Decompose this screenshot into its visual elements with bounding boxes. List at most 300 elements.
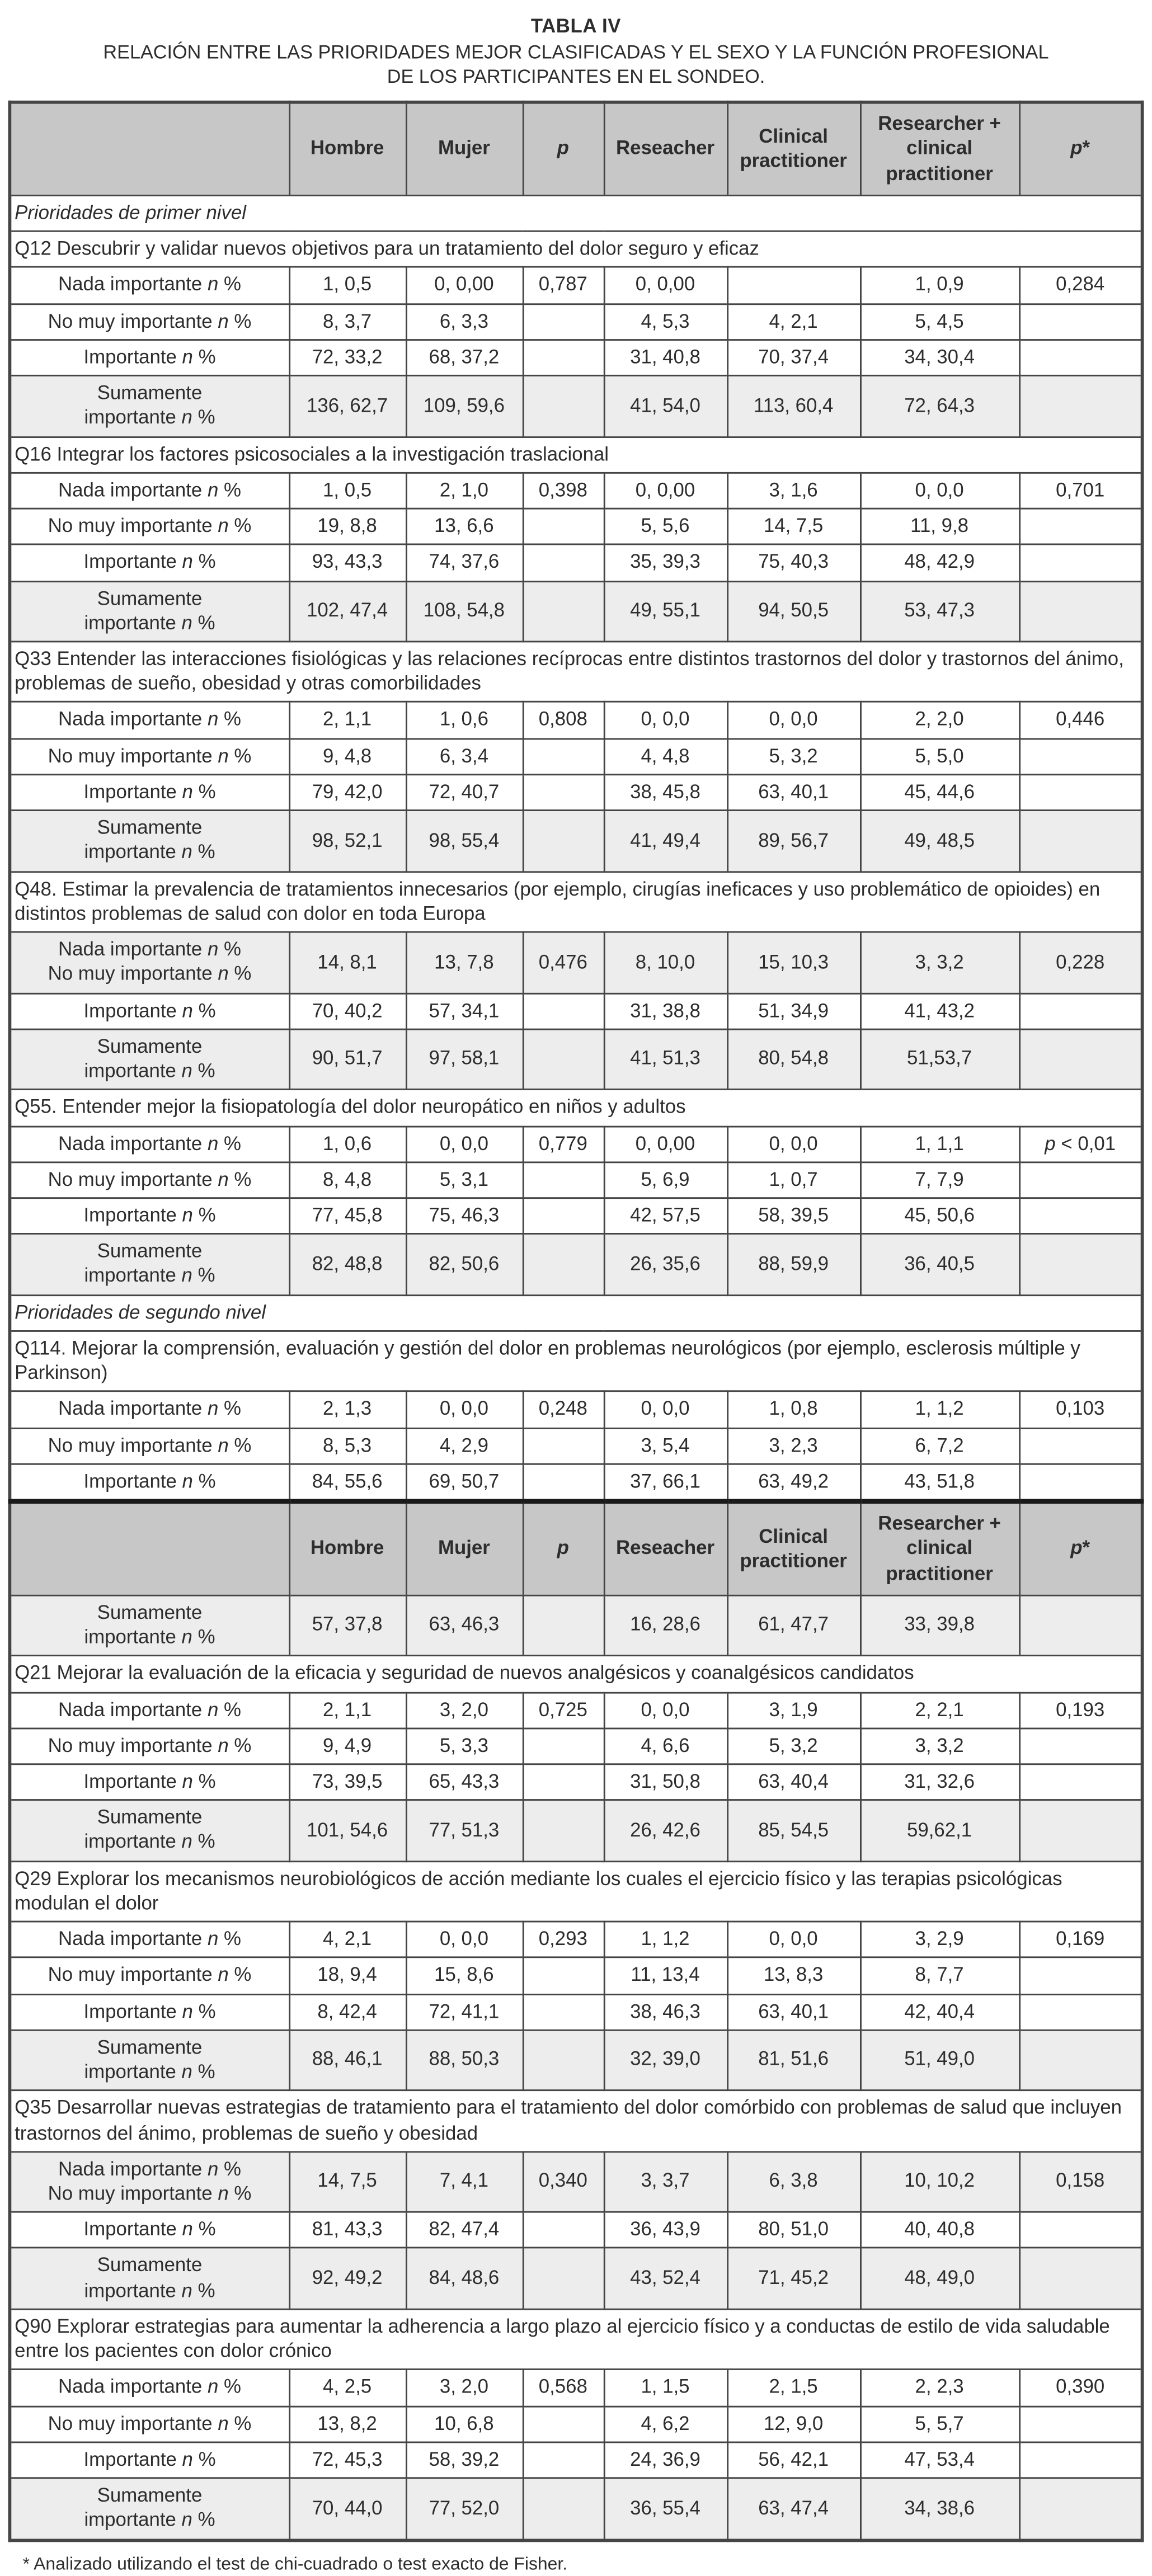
data-cell: 88, 59,9 — [727, 1234, 860, 1295]
data-row — [10, 775, 1142, 811]
data-cell: 98, 55,4 — [406, 811, 523, 872]
data-cell — [523, 508, 604, 544]
data-row — [10, 2406, 1142, 2442]
data-cell: 3, 1,9 — [727, 1692, 860, 1728]
data-cell: 11, 9,8 — [860, 508, 1019, 544]
data-cell: 2, 2,0 — [860, 703, 1019, 738]
data-cell: 2, 2,3 — [860, 2370, 1019, 2406]
data-row — [10, 1234, 1142, 1295]
data-cell: 40, 40,8 — [860, 2212, 1019, 2248]
data-cell: 10, 10,2 — [860, 2151, 1019, 2212]
data-cell: 3, 1,6 — [727, 473, 860, 508]
row-label: Nada importante n % — [10, 1922, 289, 1957]
data-cell: 0, 0,00 — [406, 267, 523, 303]
row-label: Importante n % — [10, 340, 289, 375]
data-cell: 63, 47,4 — [727, 2478, 860, 2540]
data-cell: 1, 0,6 — [289, 1126, 406, 1162]
table-subtitle-line1: RELACIÓN ENTRE LAS PRIORIDADES MEJOR CLASIFICADAS Y EL SEXO Y LA FUNCIÓN PROFESIONAL — [103, 40, 1049, 63]
data-cell: 43, 52,4 — [604, 2248, 727, 2309]
data-row — [10, 267, 1142, 303]
data-cell: 47, 53,4 — [860, 2442, 1019, 2478]
data-cell: 72, 45,3 — [289, 2442, 406, 2478]
data-cell: 77, 52,0 — [406, 2478, 523, 2540]
data-cell — [523, 2030, 604, 2091]
data-cell: 0, 0,0 — [604, 703, 727, 738]
row-label: Sumamente importante n % — [10, 2478, 289, 2540]
data-cell: 32, 39,0 — [604, 2030, 727, 2091]
data-cell: 48, 42,9 — [860, 545, 1019, 581]
section-row — [10, 1295, 1142, 1331]
data-cell — [523, 581, 604, 642]
data-cell — [523, 340, 604, 375]
data-cell: 0,248 — [523, 1392, 604, 1428]
data-cell — [1019, 811, 1142, 872]
data-row — [10, 1464, 1142, 1501]
data-cell: 0, 0,0 — [604, 1692, 727, 1728]
data-row — [10, 1428, 1142, 1463]
data-cell — [1019, 1464, 1142, 1501]
data-cell: 65, 43,3 — [406, 1764, 523, 1800]
data-cell — [523, 1029, 604, 1090]
data-cell — [1019, 340, 1142, 375]
data-cell: 0, 0,00 — [604, 1126, 727, 1162]
data-cell: 3, 2,0 — [406, 1692, 523, 1728]
header-cell: Hombre — [289, 102, 406, 195]
data-cell: 5, 3,1 — [406, 1162, 523, 1198]
data-cell — [1019, 1958, 1142, 1994]
data-row — [10, 1198, 1142, 1234]
question-row — [10, 1090, 1142, 1125]
header-cell: Researcher + clinical practitioner — [860, 102, 1019, 195]
data-cell: 58, 39,2 — [406, 2442, 523, 2478]
row-label: Nada importante n % — [10, 703, 289, 738]
data-cell: 41, 54,0 — [604, 376, 727, 437]
data-cell: 7, 4,1 — [406, 2151, 523, 2212]
data-cell: 12, 9,0 — [727, 2406, 860, 2442]
data-cell: 72, 40,7 — [406, 775, 523, 811]
data-cell: 0,293 — [523, 1922, 604, 1957]
data-cell: 70, 37,4 — [727, 340, 860, 375]
row-label: Nada importante n % — [10, 2370, 289, 2406]
data-cell: 8, 3,7 — [289, 304, 406, 340]
data-cell — [523, 1958, 604, 1994]
data-cell: 8, 10,0 — [604, 932, 727, 993]
data-cell — [523, 2406, 604, 2442]
data-cell: 1, 1,1 — [860, 1126, 1019, 1162]
data-cell: 31, 32,6 — [860, 1764, 1019, 1800]
data-cell: 8, 42,4 — [289, 1994, 406, 2029]
data-cell: 0, 0,0 — [860, 473, 1019, 508]
data-cell: 82, 48,8 — [289, 1234, 406, 1295]
data-cell — [523, 993, 604, 1029]
question-label: Q12 Descubrir y validar nuevos objetivos para un tratamiento del dolor seguro y eficaz — [10, 232, 1142, 267]
data-cell: 36, 55,4 — [604, 2478, 727, 2540]
data-row — [10, 1029, 1142, 1090]
data-cell: 0,193 — [1019, 1692, 1142, 1728]
data-cell: 80, 54,8 — [727, 1029, 860, 1090]
data-cell: 2, 1,1 — [289, 1692, 406, 1728]
data-cell: 49, 55,1 — [604, 581, 727, 642]
data-row — [10, 1692, 1142, 1728]
data-cell: 3, 5,4 — [604, 1428, 727, 1463]
priorities-table — [8, 101, 1144, 2542]
data-cell: 13, 8,2 — [289, 2406, 406, 2442]
data-cell: 136, 62,7 — [289, 376, 406, 437]
data-row — [10, 1595, 1142, 1656]
data-cell: 0, 0,0 — [604, 1392, 727, 1428]
data-cell: 8, 7,7 — [860, 1958, 1019, 1994]
data-cell: 4, 2,1 — [289, 1922, 406, 1957]
question-label: Q29 Explorar los mecanismos neurobiológicos de acción mediante los cuales el ejercicio físico y las terapias psicológicas modulan el dolor — [10, 1861, 1142, 1922]
section-label: Prioridades de primer nivel — [10, 195, 1142, 231]
data-cell: 0,169 — [1019, 1922, 1142, 1957]
data-cell — [523, 1464, 604, 1501]
data-cell: 0,103 — [1019, 1392, 1142, 1428]
data-cell: 0, 0,0 — [727, 1126, 860, 1162]
table-header-row — [10, 1501, 1142, 1595]
data-cell — [727, 267, 860, 303]
data-cell: 13, 8,3 — [727, 1958, 860, 1994]
data-cell — [1019, 1764, 1142, 1800]
data-cell: 2, 1,3 — [289, 1392, 406, 1428]
data-row — [10, 1994, 1142, 2029]
question-label: Q21 Mejorar la evaluación de la eficacia y seguridad de nuevos analgésicos y coanalgésicos candidatos — [10, 1656, 1142, 1692]
question-row — [10, 2091, 1142, 2152]
data-cell: 1, 1,2 — [604, 1922, 727, 1957]
row-label: Sumamente importante n % — [10, 811, 289, 872]
data-cell: 61, 47,7 — [727, 1595, 860, 1656]
data-cell: 18, 9,4 — [289, 1958, 406, 1994]
data-row — [10, 2248, 1142, 2309]
data-cell: 1, 0,6 — [406, 703, 523, 738]
data-cell: 0, 0,0 — [406, 1922, 523, 1957]
data-cell — [523, 1800, 604, 1861]
data-cell — [523, 1728, 604, 1764]
data-cell: 6, 3,8 — [727, 2151, 860, 2212]
question-label: Q35 Desarrollar nuevas estrategias de tratamiento para el tratamiento del dolor comórbido con problemas de salud que incluyen trastornos del ánimo, problemas de sueño y obesidad — [10, 2091, 1142, 2152]
data-row — [10, 581, 1142, 642]
data-cell: 24, 36,9 — [604, 2442, 727, 2478]
data-cell: 5, 5,7 — [860, 2406, 1019, 2442]
question-row — [10, 1331, 1142, 1392]
data-cell: 75, 40,3 — [727, 545, 860, 581]
row-label: Nada importante n % — [10, 1392, 289, 1428]
data-cell: 90, 51,7 — [289, 1029, 406, 1090]
header-cell: p* — [1019, 1501, 1142, 1595]
data-row — [10, 2370, 1142, 2406]
row-label: No muy importante n % — [10, 738, 289, 774]
data-cell: 4, 6,6 — [604, 1728, 727, 1764]
data-cell — [1019, 1198, 1142, 1234]
data-cell: 77, 45,8 — [289, 1198, 406, 1234]
data-cell — [1019, 2406, 1142, 2442]
data-cell — [1019, 545, 1142, 581]
data-cell: 71, 45,2 — [727, 2248, 860, 2309]
table-footnote: * Analizado utilizando el test de chi-cuadrado o test exacto de Fisher. — [22, 2554, 568, 2574]
data-cell — [523, 1234, 604, 1295]
data-cell — [523, 304, 604, 340]
data-cell: 5, 3,2 — [727, 1728, 860, 1764]
data-cell: 101, 54,6 — [289, 1800, 406, 1861]
row-label: Importante n % — [10, 2212, 289, 2248]
row-label: Importante n % — [10, 1198, 289, 1234]
data-row — [10, 545, 1142, 581]
data-cell: 72, 41,1 — [406, 1994, 523, 2029]
data-cell: 35, 39,3 — [604, 545, 727, 581]
data-row — [10, 738, 1142, 774]
data-cell: 4, 2,1 — [727, 304, 860, 340]
data-row — [10, 1958, 1142, 1994]
data-cell: 0, 0,0 — [406, 1392, 523, 1428]
data-cell: 31, 40,8 — [604, 340, 727, 375]
data-cell: 14, 7,5 — [289, 2151, 406, 2212]
row-label: Nada importante n % No muy importante n % — [10, 2151, 289, 2212]
data-cell — [523, 2212, 604, 2248]
data-row — [10, 473, 1142, 508]
data-cell: 0,808 — [523, 703, 604, 738]
question-row — [10, 872, 1142, 933]
data-cell: 80, 51,0 — [727, 2212, 860, 2248]
data-cell: 70, 40,2 — [289, 993, 406, 1029]
data-cell: 72, 64,3 — [860, 376, 1019, 437]
data-cell: 0,725 — [523, 1692, 604, 1728]
data-cell — [1019, 508, 1142, 544]
data-cell: 74, 37,6 — [406, 545, 523, 581]
row-label: No muy importante n % — [10, 1958, 289, 1994]
data-cell: 36, 43,9 — [604, 2212, 727, 2248]
data-cell: 0,476 — [523, 932, 604, 993]
data-cell: 63, 40,1 — [727, 775, 860, 811]
data-cell: 56, 42,1 — [727, 2442, 860, 2478]
data-cell: 108, 54,8 — [406, 581, 523, 642]
data-cell: 82, 50,6 — [406, 1234, 523, 1295]
data-cell: 92, 49,2 — [289, 2248, 406, 2309]
data-cell: 2, 2,1 — [860, 1692, 1019, 1728]
table-caption — [13, 15, 1139, 90]
question-row — [10, 1656, 1142, 1692]
data-cell: 93, 43,3 — [289, 545, 406, 581]
question-row — [10, 2309, 1142, 2370]
data-cell: 63, 49,2 — [727, 1464, 860, 1501]
data-cell — [1019, 2442, 1142, 2478]
data-cell: 68, 37,2 — [406, 340, 523, 375]
data-cell: 14, 8,1 — [289, 932, 406, 993]
data-cell: 5, 4,5 — [860, 304, 1019, 340]
data-cell: 41, 51,3 — [604, 1029, 727, 1090]
data-cell: 4, 2,5 — [289, 2370, 406, 2406]
data-cell: 79, 42,0 — [289, 775, 406, 811]
row-label: Importante n % — [10, 1464, 289, 1501]
section-row — [10, 195, 1142, 231]
data-cell: 49, 48,5 — [860, 811, 1019, 872]
data-cell: 15, 10,3 — [727, 932, 860, 993]
data-cell: 15, 8,6 — [406, 1958, 523, 1994]
data-cell: 2, 1,1 — [289, 703, 406, 738]
data-cell: 63, 46,3 — [406, 1595, 523, 1656]
data-cell: 51, 49,0 — [860, 2030, 1019, 2091]
data-cell: 81, 43,3 — [289, 2212, 406, 2248]
data-cell — [1019, 738, 1142, 774]
data-cell: 77, 51,3 — [406, 1800, 523, 1861]
row-label: No muy importante n % — [10, 304, 289, 340]
question-label: Q33 Entender las interacciones fisiológicas y las relaciones recíprocas entre distintos trastornos del dolor y trastornos del ánimo, problemas de sueño, obesidad y otras comorbilidades — [10, 642, 1142, 703]
data-cell: 3, 3,2 — [860, 932, 1019, 993]
question-row — [10, 436, 1142, 472]
data-row — [10, 932, 1142, 993]
row-label: Sumamente importante n % — [10, 1800, 289, 1861]
data-cell: 1, 0,5 — [289, 473, 406, 508]
data-cell: 36, 40,5 — [860, 1234, 1019, 1295]
data-cell — [523, 1428, 604, 1463]
header-cell: Researcher + clinical practitioner — [860, 1501, 1019, 1595]
row-label: Importante n % — [10, 1764, 289, 1800]
data-cell: 8, 5,3 — [289, 1428, 406, 1463]
data-cell: 9, 4,8 — [289, 738, 406, 774]
data-cell: 82, 47,4 — [406, 2212, 523, 2248]
row-label: Importante n % — [10, 993, 289, 1029]
data-cell: 109, 59,6 — [406, 376, 523, 437]
data-cell — [523, 811, 604, 872]
data-cell: 1, 1,5 — [604, 2370, 727, 2406]
data-cell: 0,701 — [1019, 473, 1142, 508]
data-cell: 4, 2,9 — [406, 1428, 523, 1463]
data-cell: 94, 50,5 — [727, 581, 860, 642]
data-row — [10, 1392, 1142, 1428]
data-cell: 38, 46,3 — [604, 1994, 727, 2029]
row-label: Importante n % — [10, 775, 289, 811]
data-cell: 0, 0,0 — [727, 1922, 860, 1957]
question-label: Q48. Estimar la prevalencia de tratamientos innecesarios (por ejemplo, cirugías ineficaces y uso problemático de opioides) en distintos problemas de salud con dolor en toda Europa — [10, 872, 1142, 933]
data-cell: 1, 0,8 — [727, 1392, 860, 1428]
header-cell: p — [523, 1501, 604, 1595]
data-cell: 42, 57,5 — [604, 1198, 727, 1234]
header-cell: Reseacher — [604, 1501, 727, 1595]
header-cell-empty — [10, 1501, 289, 1595]
row-label: Sumamente importante n % — [10, 1595, 289, 1656]
data-cell — [1019, 1800, 1142, 1861]
data-row — [10, 993, 1142, 1029]
header-cell: Clinical practitioner — [727, 102, 860, 195]
data-cell — [523, 1595, 604, 1656]
data-cell: 4, 5,3 — [604, 304, 727, 340]
question-row — [10, 1861, 1142, 1922]
data-row — [10, 1126, 1142, 1162]
row-label: Nada importante n % — [10, 1126, 289, 1162]
data-cell: 43, 51,8 — [860, 1464, 1019, 1501]
data-cell: 26, 42,6 — [604, 1800, 727, 1861]
data-cell: 58, 39,5 — [727, 1198, 860, 1234]
data-cell — [1019, 2212, 1142, 2248]
header-cell: Clinical practitioner — [727, 1501, 860, 1595]
data-cell: 0,779 — [523, 1126, 604, 1162]
row-label: Sumamente importante n % — [10, 1029, 289, 1090]
data-cell: 63, 40,1 — [727, 1994, 860, 2029]
data-cell: 41, 43,2 — [860, 993, 1019, 1029]
question-label: Q114. Mejorar la comprensión, evaluación y gestión del dolor en problemas neurológicos (por ejemplo, esclerosis múltiple y Parkinson) — [10, 1331, 1142, 1392]
data-cell — [523, 1162, 604, 1198]
header-cell: p — [523, 102, 604, 195]
data-cell: 51, 34,9 — [727, 993, 860, 1029]
data-cell: 0,390 — [1019, 2370, 1142, 2406]
data-cell — [523, 738, 604, 774]
data-cell — [523, 2478, 604, 2540]
data-row — [10, 1728, 1142, 1764]
data-row — [10, 2030, 1142, 2091]
data-cell: 0,398 — [523, 473, 604, 508]
data-cell: 5, 5,0 — [860, 738, 1019, 774]
table-subtitle-line2: DE LOS PARTICIPANTES EN EL SONDEO. — [387, 64, 765, 88]
data-cell: 113, 60,4 — [727, 376, 860, 437]
data-cell: 31, 50,8 — [604, 1764, 727, 1800]
header-cell: Mujer — [406, 1501, 523, 1595]
data-row — [10, 1162, 1142, 1198]
data-cell: 84, 55,6 — [289, 1464, 406, 1501]
data-row — [10, 2212, 1142, 2248]
data-cell — [523, 1198, 604, 1234]
row-label: Importante n % — [10, 2442, 289, 2478]
data-cell: 2, 1,5 — [727, 2370, 860, 2406]
data-cell: 5, 3,3 — [406, 1728, 523, 1764]
data-cell: p < 0,01 — [1019, 1126, 1142, 1162]
data-row — [10, 1922, 1142, 1957]
row-label: No muy importante n % — [10, 1162, 289, 1198]
data-cell: 6, 3,4 — [406, 738, 523, 774]
data-row — [10, 2151, 1142, 2212]
data-cell — [1019, 775, 1142, 811]
section-label: Prioridades de segundo nivel — [10, 1295, 1142, 1331]
data-cell: 3, 3,7 — [604, 2151, 727, 2212]
row-label: Importante n % — [10, 545, 289, 581]
data-cell: 7, 7,9 — [860, 1162, 1019, 1198]
data-cell: 0,158 — [1019, 2151, 1142, 2212]
data-cell: 0,284 — [1019, 267, 1142, 303]
data-cell: 98, 52,1 — [289, 811, 406, 872]
data-row — [10, 508, 1142, 544]
data-cell: 59,62,1 — [860, 1800, 1019, 1861]
row-label: Sumamente importante n % — [10, 2030, 289, 2091]
row-label: Importante n % — [10, 1994, 289, 2029]
data-cell: 5, 6,9 — [604, 1162, 727, 1198]
data-cell: 5, 5,6 — [604, 508, 727, 544]
data-cell: 51,53,7 — [860, 1029, 1019, 1090]
data-cell — [1019, 1234, 1142, 1295]
data-cell: 34, 30,4 — [860, 340, 1019, 375]
data-cell: 8, 4,8 — [289, 1162, 406, 1198]
data-cell: 14, 7,5 — [727, 508, 860, 544]
data-cell — [1019, 1595, 1142, 1656]
data-cell: 102, 47,4 — [289, 581, 406, 642]
row-label: Sumamente importante n % — [10, 2248, 289, 2309]
data-cell: 13, 6,6 — [406, 508, 523, 544]
data-cell: 57, 37,8 — [289, 1595, 406, 1656]
data-cell — [523, 1764, 604, 1800]
data-cell: 3, 3,2 — [860, 1728, 1019, 1764]
data-cell: 37, 66,1 — [604, 1464, 727, 1501]
data-cell — [1019, 1994, 1142, 2029]
data-cell: 33, 39,8 — [860, 1595, 1019, 1656]
data-cell: 2, 1,0 — [406, 473, 523, 508]
data-row — [10, 2478, 1142, 2540]
data-cell: 0, 0,0 — [727, 703, 860, 738]
data-cell: 57, 34,1 — [406, 993, 523, 1029]
data-cell: 48, 49,0 — [860, 2248, 1019, 2309]
row-label: Nada importante n % — [10, 473, 289, 508]
question-label: Q90 Explorar estrategias para aumentar la adherencia a largo plazo al ejercicio físico y a conductas de estilo de vida saludable entre los pacientes con dolor crónico — [10, 2309, 1142, 2370]
data-cell: 11, 13,4 — [604, 1958, 727, 1994]
question-label: Q55. Entender mejor la fisiopatología del dolor neuropático en niños y adultos — [10, 1090, 1142, 1125]
data-cell: 5, 3,2 — [727, 738, 860, 774]
data-row — [10, 703, 1142, 738]
